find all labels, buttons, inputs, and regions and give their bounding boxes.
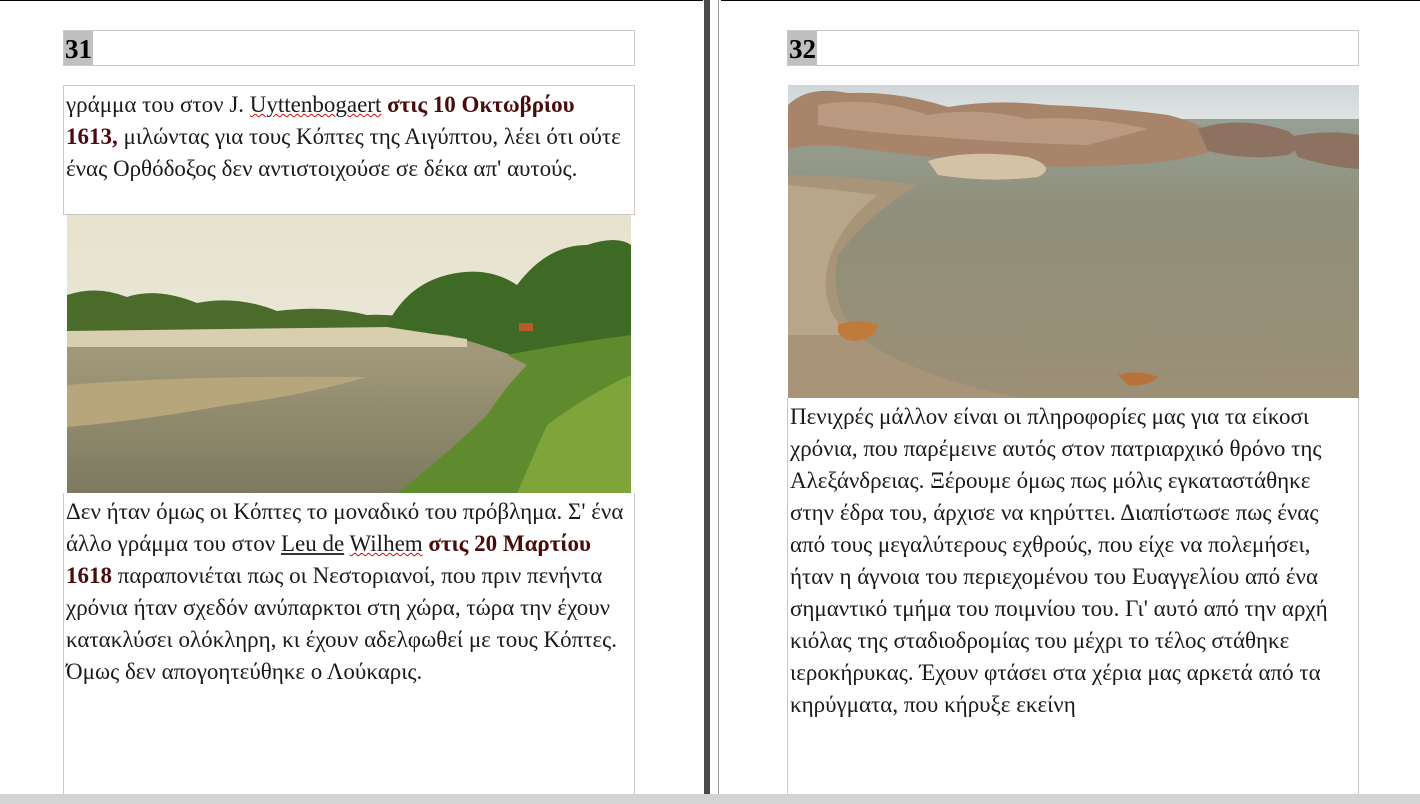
paragraph1-text-b: μιλώντας για τους Κόπτες της Αιγύπτου, λέει ότι ούτε ένας Ορθόδοξος δεν αντιστοιχούσε σε δέκα απ' αυτούς. [66, 124, 621, 181]
gutter-line [718, 0, 719, 794]
name-uyttenbogaert: Uyttenbogaert [249, 92, 382, 117]
bottom-scroll-area[interactable] [0, 794, 1420, 804]
date-1618: στις 20 Μαρτίου 1618 [66, 531, 591, 588]
rocky-seashore-image [788, 85, 1359, 398]
page-31 [0, 1, 703, 794]
photo-rocky-seashore[interactable] [788, 85, 1359, 398]
paragraph2-text-b: παραπονιέται πως οι Νεστοριανοί, που πριν πενήντα χρόνια ήταν σχεδόν ανύπαρκτοι στη χώρα, τώρα την έχουν κατακλύσει ολόκληρη, κι έχουν αδελφωθεί με τους Κόπτες. Όμως δεν απογοητεύθηκε ο Λούκαρις. [66, 563, 618, 684]
river-landscape-image [67, 215, 631, 493]
paragraph-box-3[interactable] [787, 398, 1359, 794]
paragraph-box-2[interactable] [63, 493, 635, 794]
page-number-31: 31 [64, 31, 93, 65]
date-1613: στις 10 Οκτωβρίου 1613, [66, 92, 575, 149]
gutter-bar [704, 0, 710, 794]
paragraph-box-1[interactable] [63, 85, 635, 215]
page-number-32: 32 [788, 31, 817, 65]
name-leu-de: Leu de [280, 531, 345, 556]
page-number-box-31[interactable] [63, 30, 635, 66]
paragraph2-text-a: Δεν ήταν όμως οι Κόπτες το μοναδικό του πρόβλημα. Σ' ένα άλλο γράμμα του στον [66, 499, 624, 556]
paragraph3-text: Πενιχρές μάλλον είναι οι πληροφορίες μας για τα είκοσι χρόνια, που παρέμεινε αυτός στον πατριαρχικό θρόνο της Αλεξάνδρειας. Ξέρουμε όμως πως μόλις εγκαταστάθηκε στην έδρα του, άρχισε να κηρύττει. Διαπίστωσε πως ένας από τους μεγαλύτερους εχθρούς, που είχε να πολεμήσει, ήταν η άγνοια του περιεχομένου του Ευαγγελίου από ένα σημαντικό τμήμα του ποιμνίου του. Γι' αυτό από την αρχή κιόλας της σταδιοδρομίας του μέχρι το τέλος στάθηκε ιεροκήρυκας. Έχουν φτάσει στα χέρια μας αρκετά από τα κηρύγματα, που κήρυξε εκείνη [790, 404, 1328, 717]
name-wilhem: Wilhem [349, 531, 423, 556]
paragraph1-text-a: γράμμα του στον J. [66, 92, 250, 117]
photo-river-landscape[interactable] [67, 215, 631, 493]
page-gutter [703, 0, 721, 794]
page-32 [721, 1, 1420, 794]
page-number-box-32[interactable] [787, 30, 1359, 66]
